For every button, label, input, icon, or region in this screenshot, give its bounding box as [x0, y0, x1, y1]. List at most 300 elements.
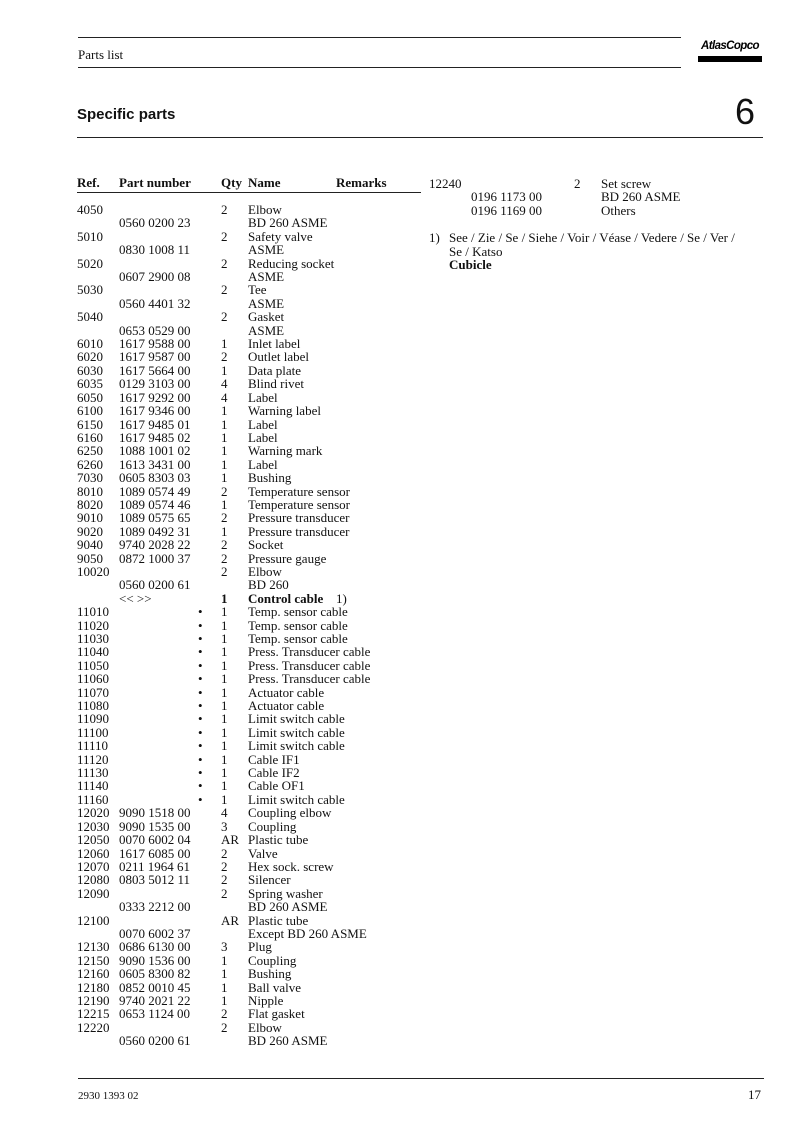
table-row [0, 243, 430, 256]
col-head-ref: Ref. [77, 175, 100, 190]
table-row [0, 967, 430, 980]
part-number-cell: 1089 0574 46 [119, 496, 191, 512]
part-number-cell: 0070 6002 04 [119, 832, 191, 848]
table-row [0, 726, 430, 739]
name-cell: Actuator cable [248, 684, 325, 700]
qty-cell: 2 [221, 255, 228, 271]
name-cell: Set screw [601, 176, 652, 191]
part-number-cell: 0560 0200 61 [119, 1033, 191, 1049]
qty-cell: 2 [221, 349, 228, 365]
section-title: Specific parts [77, 106, 176, 123]
ref-cell: 11120 [77, 751, 109, 767]
qty-cell: 2 [221, 872, 228, 888]
bullet-marker: • [198, 617, 203, 633]
footer-rule [78, 1078, 764, 1079]
ref-cell: 11160 [77, 791, 109, 807]
ref-cell: 12240 [429, 176, 462, 191]
name-cell: Cable OF1 [248, 778, 305, 794]
ref-cell: 5020 [77, 255, 103, 271]
table-row [0, 592, 430, 605]
part-number-cell: 0196 1173 00 [471, 189, 543, 205]
qty-cell: 2 [221, 885, 228, 901]
qty-cell: 1 [221, 443, 228, 459]
name-cell: Label [248, 416, 278, 432]
table-row [0, 659, 430, 672]
qty-cell: 1 [221, 523, 228, 539]
name-cell: ASME [248, 295, 285, 311]
bullet-marker: • [198, 631, 203, 646]
table-row [0, 847, 430, 860]
bullet-marker: • [198, 698, 203, 714]
ref-cell: 12030 [77, 818, 110, 834]
part-number-cell: 1089 0575 65 [119, 510, 191, 526]
col-head-name: Name [248, 175, 281, 190]
table-row [0, 377, 430, 390]
name-cell: Temp. sensor cable [248, 604, 348, 620]
ref-cell: 6030 [77, 362, 103, 378]
ref-cell: 11020 [77, 617, 110, 633]
table-row [0, 753, 430, 766]
bullet-marker: • [198, 751, 203, 767]
ref-cell: 12060 [77, 845, 110, 861]
name-cell: Warning mark [248, 443, 323, 459]
table-row [0, 927, 430, 940]
name-cell: Control cable [248, 590, 324, 606]
name-cell: Plastic tube [248, 832, 309, 848]
qty-cell: 1 [221, 979, 228, 995]
table-row [0, 873, 430, 886]
table-row [0, 605, 430, 618]
table-row [0, 1007, 430, 1020]
part-number-cell: 1089 0574 49 [119, 483, 191, 499]
qty-cell: 1 [221, 590, 228, 606]
bullet-marker: • [198, 724, 203, 740]
qty-cell: 1 [221, 992, 228, 1008]
qty-cell: 2 [221, 228, 228, 244]
table-row [0, 699, 430, 712]
part-number-cell: 1617 9346 00 [119, 403, 191, 419]
name-cell: BD 260 ASME [601, 189, 681, 205]
name-cell: Data plate [248, 362, 302, 378]
name-cell: Reducing socket [248, 255, 335, 271]
qty-cell: 1 [221, 496, 228, 512]
part-number-cell: 0607 2900 08 [119, 269, 191, 285]
qty-cell: 2 [221, 563, 228, 579]
ref-cell: 11010 [77, 604, 110, 620]
col-head-remarks: Remarks [336, 175, 387, 190]
ref-cell: 12150 [77, 952, 110, 968]
name-cell: Pressure gauge [248, 550, 327, 566]
remarks-cell: 1) [336, 590, 347, 606]
footnote-marker: 1) [429, 230, 440, 245]
name-cell: Inlet label [248, 336, 301, 352]
header-label: Parts list [78, 47, 124, 62]
name-cell: Pressure transducer [248, 510, 350, 526]
part-number-cell: << >> [119, 590, 152, 606]
qty-cell: 1 [221, 470, 228, 486]
ref-cell: 6010 [77, 336, 103, 352]
qty-cell: 2 [221, 282, 228, 298]
name-cell: ASME [248, 269, 285, 285]
chapter-number: 6 [735, 91, 756, 132]
section-rule [77, 137, 763, 138]
qty-cell: 1 [221, 684, 228, 700]
table-row [0, 779, 430, 792]
qty-cell: 1 [221, 966, 228, 982]
qty-cell: 3 [221, 939, 228, 955]
table-row [0, 672, 430, 685]
ref-cell: 9050 [77, 550, 103, 566]
table-row [0, 940, 430, 953]
qty-cell: 1 [221, 657, 228, 673]
qty-cell: 1 [221, 791, 228, 807]
ref-cell: 11050 [77, 657, 110, 673]
bullet-marker: • [198, 671, 203, 687]
qty-cell: 1 [221, 671, 228, 687]
part-number-cell: 1617 9485 01 [119, 416, 191, 432]
table-row [0, 645, 430, 658]
ref-cell: 11070 [77, 684, 110, 700]
name-cell: Ball valve [248, 979, 302, 995]
qty-cell: 1 [221, 698, 228, 714]
qty-cell: 1 [221, 456, 228, 472]
table-row [0, 511, 430, 524]
part-number-cell: 9740 2028 22 [119, 537, 191, 553]
name-cell: Bushing [248, 966, 292, 982]
name-cell: Elbow [248, 563, 282, 579]
ref-cell: 9020 [77, 523, 103, 539]
qty-cell: 1 [221, 738, 228, 754]
ref-cell: 12180 [77, 979, 110, 995]
part-number-cell: 1617 9485 02 [119, 429, 191, 445]
qty-cell: 2 [221, 1006, 228, 1022]
qty-cell: 1 [221, 952, 228, 968]
qty-cell: 1 [221, 604, 228, 620]
table-row [0, 793, 430, 806]
ref-cell: 6035 [77, 376, 103, 392]
name-cell: Others [601, 202, 636, 218]
table-row [0, 860, 430, 873]
ref-cell: 12100 [77, 912, 110, 928]
logo-bar [698, 56, 762, 62]
ref-cell: 6020 [77, 349, 103, 365]
name-cell: Label [248, 389, 278, 405]
part-number-cell: 0560 0200 23 [119, 215, 191, 231]
name-cell: Press. Transducer cable [248, 644, 371, 660]
table-row [0, 364, 430, 377]
name-cell: Warning label [248, 403, 321, 419]
name-cell: Outlet label [248, 349, 310, 365]
bullet-marker: • [198, 644, 203, 660]
part-number-cell: 0333 2212 00 [119, 899, 191, 915]
table-row [0, 485, 430, 498]
ref-cell: 5040 [77, 309, 103, 325]
qty-cell: 1 [221, 362, 228, 378]
qty-cell: AR [221, 912, 240, 928]
qty-cell: 1 [221, 403, 228, 419]
name-cell: Except BD 260 ASME [248, 925, 367, 941]
table-row [0, 391, 430, 404]
name-cell: Limit switch cable [248, 711, 345, 727]
bullet-marker: • [198, 711, 203, 727]
name-cell: BD 260 [248, 577, 289, 593]
part-number-cell: 1089 0492 31 [119, 523, 191, 539]
table-row [0, 766, 430, 779]
table-row [0, 418, 430, 431]
ref-cell: 12050 [77, 832, 110, 848]
ref-cell: 9040 [77, 537, 103, 553]
table-row [0, 632, 430, 645]
ref-cell: 10020 [77, 563, 110, 579]
qty-cell: 2 [221, 550, 228, 566]
name-cell: Pressure transducer [248, 523, 350, 539]
table-row [0, 297, 430, 310]
table-row [0, 404, 430, 417]
name-cell: Bushing [248, 470, 292, 486]
part-number-cell: 1613 3431 00 [119, 456, 191, 472]
qty-cell: 2 [221, 510, 228, 526]
part-number-cell: 0070 6002 37 [119, 925, 191, 941]
table-row [0, 538, 430, 551]
table-row [0, 552, 430, 565]
part-number-cell: 0560 0200 61 [119, 577, 191, 593]
name-cell: Coupling [248, 952, 297, 968]
col-head-part-number: Part number [119, 175, 191, 190]
table-row [0, 820, 430, 833]
qty-cell: 1 [221, 336, 228, 352]
name-cell: Cable IF1 [248, 751, 300, 767]
name-cell: Coupling [248, 818, 297, 834]
bullet-marker: • [198, 778, 203, 794]
qty-cell: 1 [221, 631, 228, 646]
name-cell: Socket [248, 537, 284, 553]
table-row [0, 565, 430, 578]
table-row [0, 458, 430, 471]
name-cell: BD 260 ASME [248, 1033, 328, 1049]
table-row [0, 177, 800, 190]
name-cell: Actuator cable [248, 698, 325, 714]
qty-cell: 2 [574, 176, 581, 191]
table-row [0, 914, 430, 927]
ref-cell: 11110 [77, 738, 109, 754]
part-number-cell: 1617 9588 00 [119, 336, 191, 352]
part-number-cell: 0211 1964 61 [119, 858, 191, 874]
bullet-marker: • [198, 684, 203, 700]
name-cell: Temp. sensor cable [248, 631, 348, 646]
part-number-cell: 1088 1001 02 [119, 443, 191, 459]
ref-cell: 6160 [77, 429, 103, 445]
qty-cell: 2 [221, 309, 228, 325]
qty-cell: 4 [221, 389, 228, 405]
name-cell: Label [248, 456, 278, 472]
name-cell: Limit switch cable [248, 738, 345, 754]
name-cell: BD 260 ASME [248, 215, 328, 231]
ref-cell: 12130 [77, 939, 110, 955]
part-number-cell: 0852 0010 45 [119, 979, 191, 995]
table-row [0, 324, 430, 337]
bullet-marker: • [198, 791, 203, 807]
parts-table-right [0, 177, 800, 217]
table-row [0, 981, 430, 994]
bullet-marker: • [198, 604, 203, 620]
parts-table [0, 203, 430, 1048]
table-row [0, 994, 430, 1007]
qty-cell: 1 [221, 644, 228, 660]
ref-cell: 12090 [77, 885, 110, 901]
name-cell: Limit switch cable [248, 724, 345, 740]
name-cell: Flat gasket [248, 1006, 305, 1022]
name-cell: Tee [248, 282, 267, 298]
qty-cell: 2 [221, 845, 228, 861]
name-cell: Temperature sensor [248, 483, 350, 499]
name-cell: ASME [248, 242, 285, 258]
ref-cell: 6150 [77, 416, 103, 432]
table-row [0, 525, 430, 538]
bullet-marker: • [198, 765, 203, 781]
name-cell: Temp. sensor cable [248, 617, 348, 633]
table-row [0, 806, 430, 819]
table-row [0, 498, 430, 511]
table-row [0, 230, 430, 243]
name-cell: Silencer [248, 872, 291, 888]
table-row [0, 833, 430, 846]
qty-cell: 1 [221, 778, 228, 794]
table-row [0, 431, 430, 444]
header-bottom-rule [78, 67, 681, 68]
qty-cell: 1 [221, 751, 228, 767]
qty-cell: 1 [221, 416, 228, 432]
part-number-cell: 0803 5012 11 [119, 872, 191, 888]
qty-cell: 2 [221, 202, 228, 217]
ref-cell: 6100 [77, 403, 103, 419]
ref-cell: 11040 [77, 644, 110, 660]
ref-cell: 12190 [77, 992, 110, 1008]
footnote-line-3: Cubicle [449, 257, 492, 272]
qty-cell: 1 [221, 711, 228, 727]
name-cell: Safety valve [248, 228, 313, 244]
ref-cell: 11100 [77, 724, 109, 740]
table-row [0, 270, 430, 283]
table-row [0, 204, 800, 217]
part-number-cell: 9090 1536 00 [119, 952, 191, 968]
qty-cell: 3 [221, 818, 228, 834]
part-number-cell: 0872 1000 37 [119, 550, 191, 566]
part-number-cell: 0196 1169 00 [471, 202, 543, 218]
table-row [0, 444, 430, 457]
ref-cell: 11060 [77, 671, 110, 687]
ref-cell: 6050 [77, 389, 103, 405]
qty-cell: 1 [221, 724, 228, 740]
table-row [0, 887, 430, 900]
atlas-copco-logo [696, 36, 764, 66]
table-row [0, 900, 430, 913]
table-row [0, 1034, 430, 1047]
part-number-cell: 1617 9292 00 [119, 389, 191, 405]
table-row [0, 350, 430, 363]
ref-cell: 11130 [77, 765, 109, 781]
ref-cell: 5010 [77, 228, 103, 244]
part-number-cell: 1617 9587 00 [119, 349, 191, 365]
ref-cell: 7030 [77, 470, 103, 486]
footnote-line-1: See / Zie / Se / Siehe / Voir / Véase / Vedere / Se / Ver / [449, 230, 735, 245]
table-row [0, 310, 430, 323]
table-row [0, 216, 430, 229]
name-cell: Press. Transducer cable [248, 657, 371, 673]
qty-cell: 2 [221, 537, 228, 553]
name-cell: ASME [248, 322, 285, 338]
qty-cell: 2 [221, 858, 228, 874]
name-cell: Valve [248, 845, 278, 861]
name-cell: Temperature sensor [248, 496, 350, 512]
part-number-cell: 1617 6085 00 [119, 845, 191, 861]
bullet-marker: • [198, 657, 203, 673]
ref-cell: 12215 [77, 1006, 110, 1022]
qty-cell: 2 [221, 483, 228, 499]
name-cell: Coupling elbow [248, 805, 332, 821]
name-cell: Limit switch cable [248, 791, 345, 807]
header-top-rule [78, 37, 681, 38]
qty-cell: 2 [221, 1019, 228, 1035]
name-cell: Nipple [248, 992, 284, 1008]
ref-cell: 11140 [77, 778, 109, 794]
part-number-cell: 0686 6130 00 [119, 939, 191, 955]
table-row [0, 1021, 430, 1034]
ref-cell: 12160 [77, 966, 110, 982]
name-cell: Press. Transducer cable [248, 671, 371, 687]
table-row [0, 337, 430, 350]
table-row [0, 686, 430, 699]
table-row [0, 190, 800, 203]
ref-cell: 9010 [77, 510, 103, 526]
name-cell: Plastic tube [248, 912, 309, 928]
name-cell: BD 260 ASME [248, 899, 328, 915]
part-number-cell: 0560 4401 32 [119, 295, 191, 311]
col-head-qty: Qty [221, 175, 242, 190]
table-row [0, 257, 430, 270]
ref-cell: 11030 [77, 631, 110, 646]
ref-cell: 8020 [77, 496, 103, 512]
part-number-cell: 0830 1008 11 [119, 242, 191, 258]
ref-cell: 12070 [77, 858, 110, 874]
ref-cell: 4050 [77, 202, 103, 217]
table-row [0, 712, 430, 725]
bullet-marker: • [198, 738, 203, 754]
table-row [0, 619, 430, 632]
name-cell: Cable IF2 [248, 765, 300, 781]
table-row [0, 283, 430, 296]
part-number-cell: 9090 1535 00 [119, 818, 191, 834]
qty-cell: 4 [221, 376, 228, 392]
table-row [0, 739, 430, 752]
table-row [0, 954, 430, 967]
name-cell: Elbow [248, 1019, 282, 1035]
ref-cell: 12020 [77, 805, 110, 821]
ref-cell: 12220 [77, 1019, 110, 1035]
name-cell: Hex sock. screw [248, 858, 334, 874]
qty-cell: 1 [221, 617, 228, 633]
part-number-cell: 0129 3103 00 [119, 376, 191, 392]
document-code: 2930 1393 02 [78, 1090, 139, 1102]
name-cell: Label [248, 429, 278, 445]
part-number-cell: 1617 5664 00 [119, 362, 191, 378]
ref-cell: 11080 [77, 698, 110, 714]
ref-cell: 5030 [77, 282, 103, 298]
ref-cell: 12080 [77, 872, 110, 888]
name-cell: Blind rivet [248, 376, 304, 392]
part-number-cell: 9090 1518 00 [119, 805, 191, 821]
name-cell: Spring washer [248, 885, 323, 901]
ref-cell: 11090 [77, 711, 110, 727]
